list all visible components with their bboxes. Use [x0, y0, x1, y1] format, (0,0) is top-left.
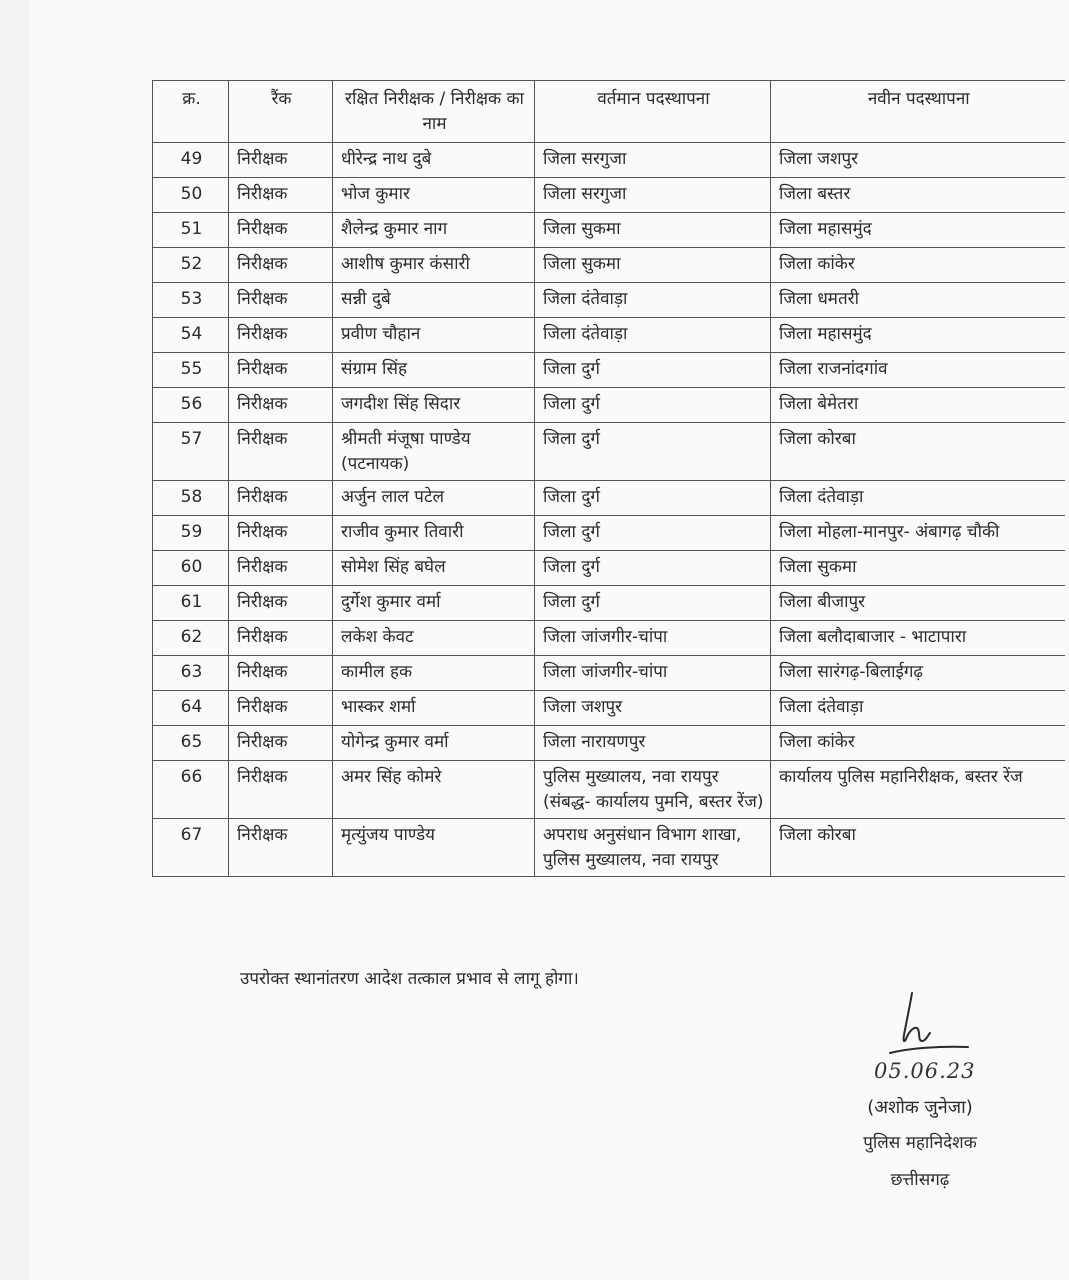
name-cell: भास्कर शर्मा	[333, 691, 535, 726]
current-posting-cell: जिला दुर्ग	[535, 481, 771, 516]
current-posting-cell: जिला जशपुर	[535, 691, 771, 726]
serial-cell: 61	[153, 586, 229, 621]
name-cell: जगदीश सिंह सिदार	[333, 388, 535, 423]
current-posting-cell: जिला दंतेवाड़ा	[535, 283, 771, 318]
new-posting-cell: जिला कांकेर	[771, 248, 1065, 283]
current-posting-cell: जिला दुर्ग	[535, 516, 771, 551]
current-posting-cell: जिला दुर्ग	[535, 586, 771, 621]
signatory-designation: पुलिस महानिदेशक	[863, 1133, 977, 1153]
name-cell: सन्नी दुबे	[333, 283, 535, 318]
table-row	[153, 213, 1065, 248]
footer-note: उपरोक्त स्थानांतरण आदेश तत्काल प्रभाव से लागू होगा।	[240, 969, 579, 989]
current-posting-cell: जिला दुर्ग	[535, 423, 771, 481]
current-posting-cell: जिला सुकमा	[535, 213, 771, 248]
table-row	[153, 248, 1065, 283]
current-posting-cell: जिला दुर्ग	[535, 353, 771, 388]
name-cell: आशीष कुमार कंसारी	[333, 248, 535, 283]
name-cell: कामील हक	[333, 656, 535, 691]
header-name: रक्षित निरीक्षक / निरीक्षक का नाम	[333, 81, 535, 143]
serial-cell: 53	[153, 283, 229, 318]
rank-cell: निरीक्षक	[229, 213, 333, 248]
new-posting-cell: जिला कोरबा	[771, 819, 1065, 877]
current-posting-cell: पुलिस मुख्यालय, नवा रायपुर (संबद्ध- कार्यालय पुमनि, बस्तर रेंज)	[535, 761, 771, 819]
current-posting-cell: जिला सरगुजा	[535, 178, 771, 213]
new-posting-cell: जिला जशपुर	[771, 143, 1065, 178]
table-row	[153, 586, 1065, 621]
serial-cell: 66	[153, 761, 229, 819]
table-row	[153, 318, 1065, 353]
serial-cell: 50	[153, 178, 229, 213]
new-posting-cell: जिला बलौदाबाजार - भाटापारा	[771, 621, 1065, 656]
new-posting-cell: जिला महासमुंद	[771, 318, 1065, 353]
rank-cell: निरीक्षक	[229, 726, 333, 761]
serial-cell: 49	[153, 143, 229, 178]
rank-cell: निरीक्षक	[229, 621, 333, 656]
rank-cell: निरीक्षक	[229, 586, 333, 621]
current-posting-cell: अपराध अनुसंधान विभाग शाखा, पुलिस मुख्यालय, नवा रायपुर	[535, 819, 771, 877]
signatory-name: (अशोक जुनेजा)	[867, 1097, 973, 1118]
serial-cell: 56	[153, 388, 229, 423]
rank-cell: निरीक्षक	[229, 551, 333, 586]
name-cell: धीरेन्द्र नाथ दुबे	[333, 143, 535, 178]
table-row	[153, 283, 1065, 318]
header-current-posting: वर्तमान पदस्थापना	[535, 81, 771, 143]
header-serial: क्र.	[153, 81, 229, 143]
table-row	[153, 691, 1065, 726]
current-posting-cell: जिला नारायणपुर	[535, 726, 771, 761]
serial-cell: 55	[153, 353, 229, 388]
table-row	[153, 178, 1065, 213]
current-posting-cell: जिला दुर्ग	[535, 388, 771, 423]
serial-cell: 59	[153, 516, 229, 551]
table-row	[153, 516, 1065, 551]
new-posting-cell: जिला बस्तर	[771, 178, 1065, 213]
rank-cell: निरीक्षक	[229, 353, 333, 388]
rank-cell: निरीक्षक	[229, 516, 333, 551]
serial-cell: 60	[153, 551, 229, 586]
current-posting-cell: जिला दंतेवाड़ा	[535, 318, 771, 353]
name-cell: राजीव कुमार तिवारी	[333, 516, 535, 551]
table-row	[153, 388, 1065, 423]
header-rank: रैंक	[229, 81, 333, 143]
table-row	[153, 353, 1065, 388]
name-cell: भोज कुमार	[333, 178, 535, 213]
transfer-table	[152, 80, 1065, 877]
header-new-posting: नवीन पदस्थापना	[771, 81, 1065, 143]
signatory-state: छत्तीसगढ़	[890, 1170, 950, 1190]
current-posting-cell: जिला जांजगीर-चांपा	[535, 656, 771, 691]
rank-cell: निरीक्षक	[229, 691, 333, 726]
table-row	[153, 819, 1065, 877]
name-cell: शैलेन्द्र कुमार नाग	[333, 213, 535, 248]
name-cell: योगेन्द्र कुमार वर्मा	[333, 726, 535, 761]
serial-cell: 57	[153, 423, 229, 481]
serial-cell: 54	[153, 318, 229, 353]
name-cell: अर्जुन लाल पटेल	[333, 481, 535, 516]
name-cell: संग्राम सिंह	[333, 353, 535, 388]
serial-cell: 65	[153, 726, 229, 761]
current-posting-cell: जिला सरगुजा	[535, 143, 771, 178]
new-posting-cell: जिला मोहला-मानपुर- अंबागढ़ चौकी	[771, 516, 1065, 551]
new-posting-cell: जिला कोरबा	[771, 423, 1065, 481]
name-cell: प्रवीण चौहान	[333, 318, 535, 353]
serial-cell: 64	[153, 691, 229, 726]
rank-cell: निरीक्षक	[229, 283, 333, 318]
table-header-row	[153, 81, 1065, 143]
rank-cell: निरीक्षक	[229, 819, 333, 877]
table-row	[153, 481, 1065, 516]
name-cell: सोमेश सिंह बघेल	[333, 551, 535, 586]
rank-cell: निरीक्षक	[229, 656, 333, 691]
new-posting-cell: जिला धमतरी	[771, 283, 1065, 318]
new-posting-cell: जिला दंतेवाड़ा	[771, 481, 1065, 516]
new-posting-cell: जिला बीजापुर	[771, 586, 1065, 621]
rank-cell: निरीक्षक	[229, 143, 333, 178]
new-posting-cell: जिला राजनांदगांव	[771, 353, 1065, 388]
table-row	[153, 761, 1065, 819]
new-posting-cell: जिला दंतेवाड़ा	[771, 691, 1065, 726]
table-row	[153, 656, 1065, 691]
rank-cell: निरीक्षक	[229, 248, 333, 283]
table-row	[153, 621, 1065, 656]
rank-cell: निरीक्षक	[229, 423, 333, 481]
table-row	[153, 143, 1065, 178]
table-row	[153, 423, 1065, 481]
serial-cell: 63	[153, 656, 229, 691]
current-posting-cell: जिला दुर्ग	[535, 551, 771, 586]
serial-cell: 52	[153, 248, 229, 283]
table-row	[153, 726, 1065, 761]
table-row	[153, 551, 1065, 586]
serial-cell: 51	[153, 213, 229, 248]
name-cell: दुर्गेश कुमार वर्मा	[333, 586, 535, 621]
serial-cell: 58	[153, 481, 229, 516]
signature-block	[830, 985, 1010, 1190]
rank-cell: निरीक्षक	[229, 761, 333, 819]
rank-cell: निरीक्षक	[229, 318, 333, 353]
name-cell: मृत्युंजय पाण्डेय	[333, 819, 535, 877]
new-posting-cell: कार्यालय पुलिस महानिरीक्षक, बस्तर रेंज	[771, 761, 1065, 819]
rank-cell: निरीक्षक	[229, 481, 333, 516]
serial-cell: 67	[153, 819, 229, 877]
new-posting-cell: जिला बेमेतरा	[771, 388, 1065, 423]
rank-cell: निरीक्षक	[229, 178, 333, 213]
new-posting-cell: जिला सुकमा	[771, 551, 1065, 586]
new-posting-cell: जिला महासमुंद	[771, 213, 1065, 248]
name-cell: अमर सिंह कोमरे	[333, 761, 535, 819]
current-posting-cell: जिला सुकमा	[535, 248, 771, 283]
signature-icon	[860, 985, 980, 1065]
serial-cell: 62	[153, 621, 229, 656]
new-posting-cell: जिला सारंगढ़-बिलाईगढ़	[771, 656, 1065, 691]
new-posting-cell: जिला कांकेर	[771, 726, 1065, 761]
signature-date: 05.06.23	[874, 1059, 976, 1083]
rank-cell: निरीक्षक	[229, 388, 333, 423]
name-cell: लकेश केवट	[333, 621, 535, 656]
name-cell: श्रीमती मंजूषा पाण्डेय (पटनायक)	[333, 423, 535, 481]
current-posting-cell: जिला जांजगीर-चांपा	[535, 621, 771, 656]
